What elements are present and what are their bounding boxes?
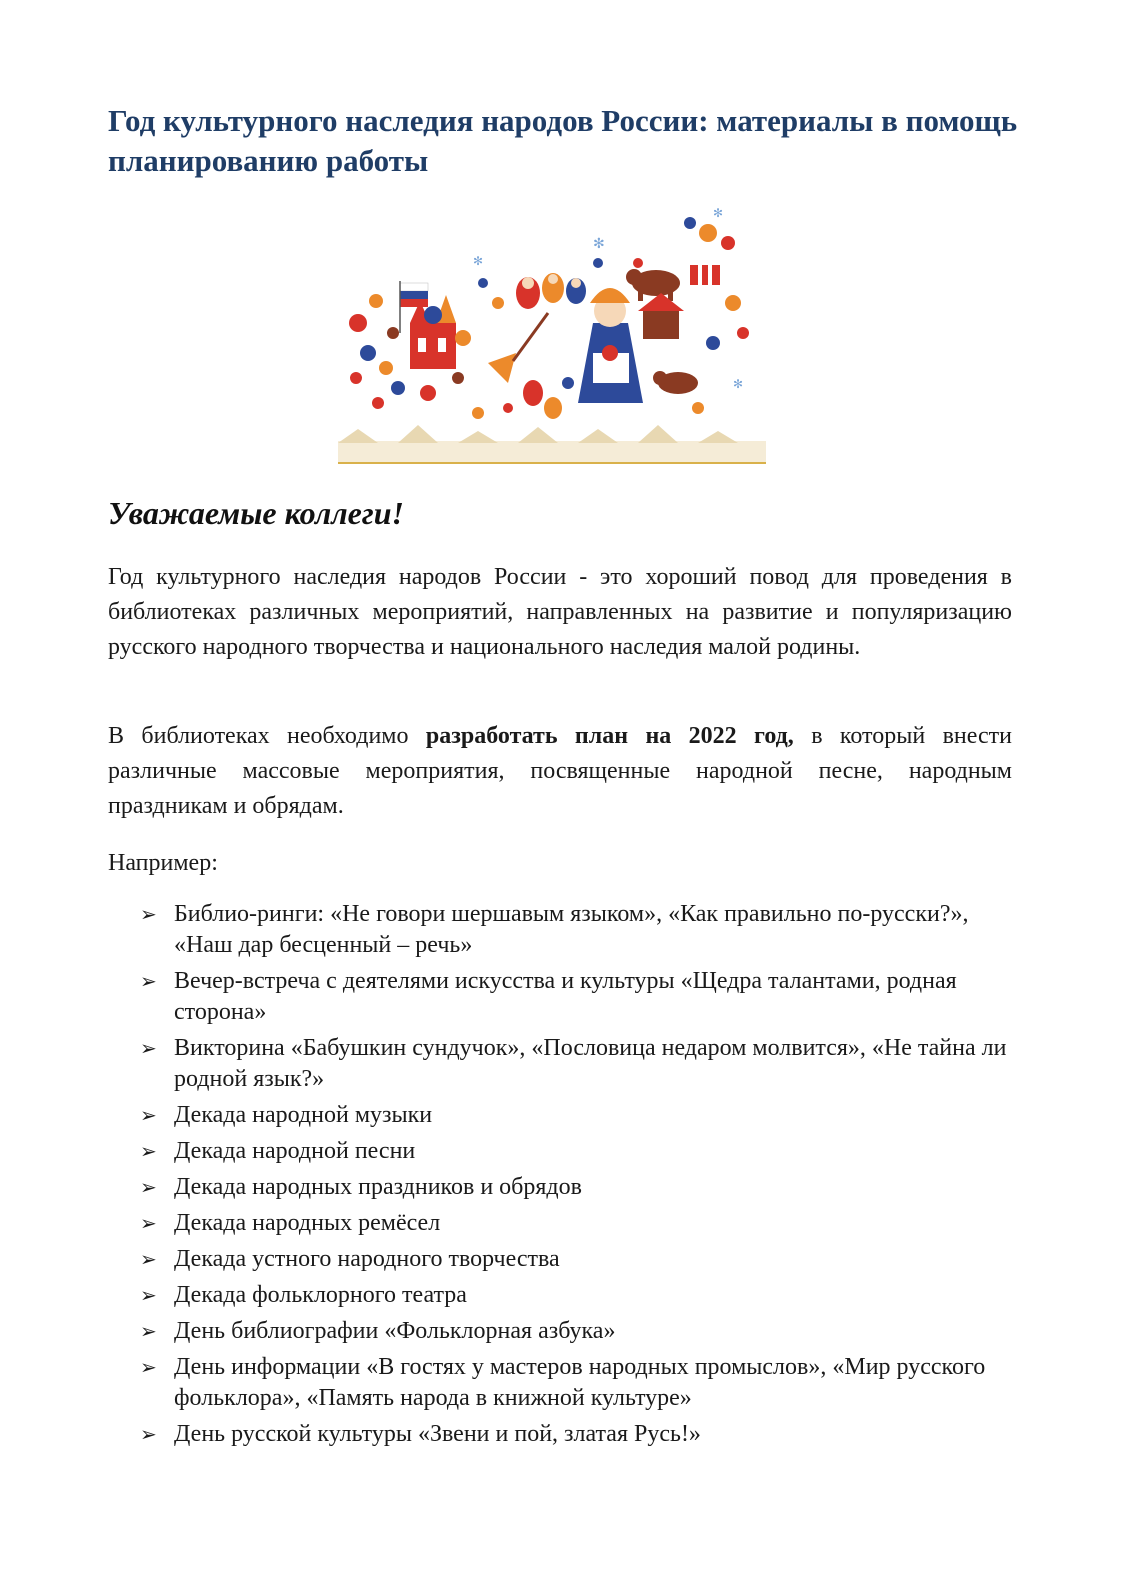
- list-item: [140, 1352, 1012, 1414]
- arrow-bullet-icon: ➢: [140, 1283, 157, 1307]
- list-item-text: День библиографии «Фольклорная азбука»: [174, 1318, 616, 1344]
- svg-text:✻: ✻: [713, 206, 724, 220]
- folk-motifs: [349, 206, 749, 419]
- page-title: Год культурного наследия народов России: материалы в помощь планированию работы: [108, 103, 1018, 178]
- svg-text:✻: ✻: [733, 377, 744, 391]
- list-item: [140, 966, 1012, 1028]
- list-item-text: Декада народных ремёсел: [174, 1210, 441, 1236]
- list-item: [140, 1208, 1012, 1239]
- arrow-bullet-icon: ➢: [140, 1036, 157, 1060]
- list-item-text: Декада народной музыки: [174, 1102, 433, 1128]
- list-item-text: Декада фольклорного театра: [174, 1282, 467, 1308]
- plan-paragraph: [108, 719, 1012, 824]
- arrow-bullet-icon: ➢: [140, 1103, 157, 1127]
- list-item-text: Вечер-встреча с деятелями искусства и культуры «Щедра талантами, родная сторона»: [174, 968, 957, 1025]
- list-item-text: День русской культуры «Звени и пой, златая Русь!»: [174, 1421, 701, 1447]
- plan-text-before: В библиотеках необходимо: [108, 723, 426, 749]
- arrow-bullet-icon: ➢: [140, 1139, 157, 1163]
- arrow-bullet-icon: ➢: [140, 1422, 157, 1446]
- arrow-bullet-icon: ➢: [140, 1247, 157, 1271]
- intro-paragraph: Год культурного наследия народов России - это хороший повод для проведения в библиотеках различных мероприятий, направленных на развитие и популяризацию русского народного творчества и национального наследия малой родины.: [108, 564, 1012, 660]
- list-item-text: Декада народных праздников и обрядов: [174, 1174, 582, 1200]
- arrow-bullet-icon: ➢: [140, 902, 157, 926]
- events-list: [140, 899, 1012, 1455]
- list-item: [140, 1419, 1012, 1450]
- plan-text-after: в который внести различные массовые мероприятия, посвященные народной песне, народным праздникам и обрядам.: [108, 723, 1012, 819]
- list-item-text: Декада народной песни: [174, 1138, 416, 1164]
- folk-map-of-russia-illustration: [338, 203, 766, 475]
- plan-text-bold: разработать план на 2022 год,: [425, 723, 794, 749]
- list-item: [140, 1172, 1012, 1203]
- list-item-text: Викторина «Бабушкин сундучок», «Пословица недаром молвится», «Не тайна ли родной язык?»: [174, 1035, 1007, 1092]
- greeting-heading: Уважаемые коллеги!: [108, 495, 404, 531]
- arrow-bullet-icon: ➢: [140, 1211, 157, 1235]
- list-item: [140, 1100, 1012, 1131]
- list-item-text: Декада устного народного творчества: [174, 1246, 560, 1272]
- list-item: [140, 1280, 1012, 1311]
- village-strip: [338, 425, 766, 463]
- list-item: [140, 1316, 1012, 1347]
- svg-text:✻: ✻: [593, 236, 605, 252]
- examples-label: Например:: [108, 850, 218, 876]
- arrow-bullet-icon: ➢: [140, 1175, 157, 1199]
- list-item: [140, 1033, 1012, 1095]
- list-item-text: Библио-ринги: «Не говори шершавым языком», «Как правильно по-русски?», «Наш дар бесценный – речь»: [174, 901, 969, 958]
- list-item: [140, 899, 1012, 961]
- list-item: [140, 1136, 1012, 1167]
- arrow-bullet-icon: ➢: [140, 1319, 157, 1343]
- svg-text:✻: ✻: [473, 254, 484, 268]
- arrow-bullet-icon: ➢: [140, 969, 157, 993]
- list-item: [140, 1244, 1012, 1275]
- arrow-bullet-icon: ➢: [140, 1355, 157, 1379]
- list-item-text: День информации «В гостях у мастеров народных промыслов», «Мир русского фольклора», «Память народа в книжной культуре»: [174, 1354, 986, 1411]
